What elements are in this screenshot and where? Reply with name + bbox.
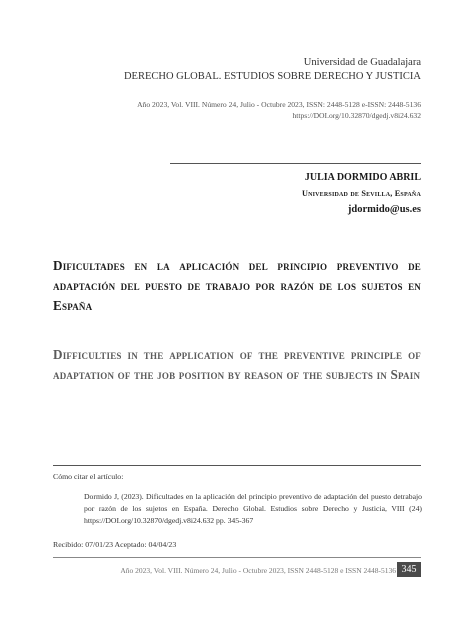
author-divider	[170, 163, 421, 164]
doi-link[interactable]: https://DOI.org/10.32870/dgedj.v8i24.632	[292, 111, 421, 120]
citation-text: Dormido J, (2023). Dificultades en la aplicación del principio preventivo de adaptación del puesto detrabajo por razón de los sujetos en España. Derecho Global. Estudios sobre Derecho y Justicia, VIII (24) https://DOI.org/10.32870/dgedj.v8i24.632 pp. 345-367	[84, 492, 422, 525]
journal-title: DERECHO GLOBAL. ESTUDIOS SOBRE DERECHO Y JUSTICIA	[123, 71, 421, 82]
article-title-english: Difficulties in the application of the preventive principle of adaptation of the job position by reason of the subjects in Spain	[53, 347, 421, 382]
issue-metadata	[41, 99, 421, 121]
journal-header	[41, 56, 421, 84]
author-block	[121, 170, 421, 218]
author-affiliation: Universidad de Sevilla, España	[301, 189, 421, 198]
issue-info: Año 2023, Vol. VIII. Número 24, Julio - Octubre 2023, ISSN: 2448-5128 e-ISSN: 2448-5136	[137, 100, 421, 109]
page-footer: Año 2023, Vol. VIII. Número 24, Julio - Octubre 2023, ISSN 2448-5128 e ISSN 2448-5136	[120, 566, 396, 575]
university-name: Universidad de Guadalajara	[303, 57, 421, 68]
author-email[interactable]: jdormido@us.es	[347, 204, 421, 215]
citation-divider	[53, 465, 421, 466]
article-title-spanish: Dificultades en la aplicación del principio preventivo de adaptación del puesto de trabajo por razón de los sujetos en España	[53, 258, 421, 313]
page-number: 345	[397, 562, 421, 577]
footer-divider	[53, 557, 421, 558]
citation-label: Cómo citar el artículo:	[53, 472, 124, 481]
received-accepted-dates: Recibido: 07/01/23 Aceptado: 04/04/23	[53, 540, 177, 549]
author-name: JULIA DORMIDO ABRIL	[304, 172, 421, 183]
